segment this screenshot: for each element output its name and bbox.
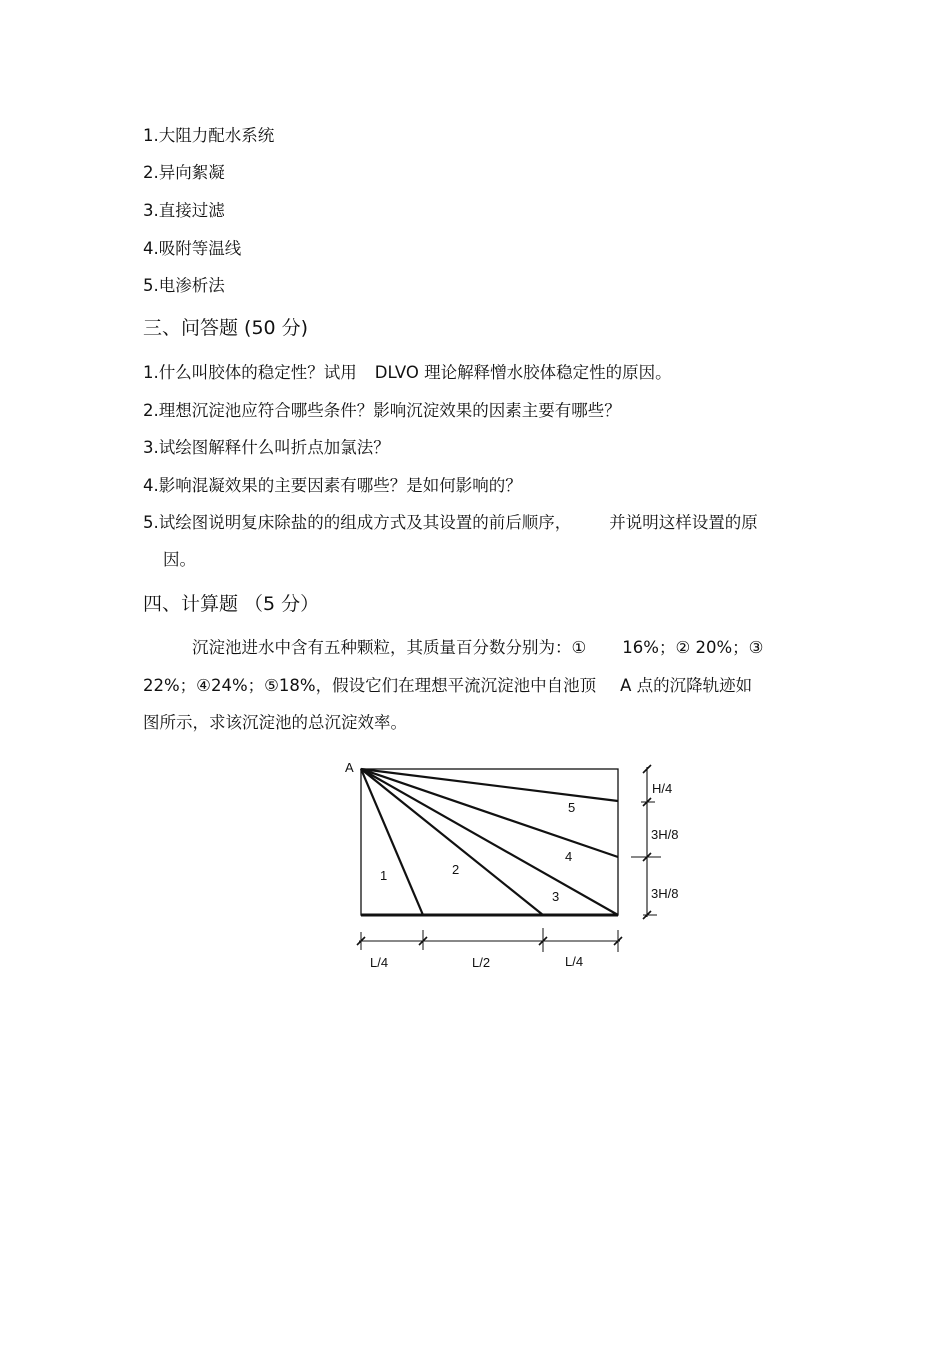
height-dim-label-2: 3H/8 bbox=[651, 827, 679, 842]
question-1-part-a: 1.什么叫胶体的稳定性？试用 bbox=[143, 363, 357, 382]
question-5-part-a: 5.试绘图说明复床除盐的的组成方式及其设置的前后顺序， bbox=[143, 513, 572, 532]
length-dim-label-1: L/4 bbox=[370, 955, 389, 970]
trajectory-5 bbox=[361, 769, 618, 801]
question-4: 4.影响混凝效果的主要因素有哪些？是如何影响的？ bbox=[143, 476, 522, 495]
section3-heading: 三、问答题 (50 分) bbox=[143, 317, 309, 339]
term-3: 3.直接过滤 bbox=[143, 201, 225, 220]
length-dim-label-2: L/2 bbox=[472, 955, 491, 970]
question-3: 3.试绘图解释什么叫折点加氯法？ bbox=[143, 438, 390, 457]
term-4: 4.吸附等温线 bbox=[143, 239, 242, 258]
question-2: 2.理想沉淀池应符合哪些条件？影响沉淀效果的因素主要有哪些？ bbox=[143, 401, 621, 420]
length-dim-label-3: L/4 bbox=[565, 954, 584, 969]
problem-line-2-part-b: A 点的沉降轨迹如 bbox=[620, 676, 753, 695]
height-dim-label-1: H/4 bbox=[652, 781, 673, 796]
problem-line-1-part-a: 沉淀池进水中含有五种颗粒，其质量百分数分别为：① bbox=[192, 638, 587, 657]
trajectory-label-3: 3 bbox=[552, 889, 560, 904]
problem-line-1-part-b: 16%；② 20%；③ bbox=[622, 638, 764, 657]
trajectory-label-2: 2 bbox=[452, 862, 460, 877]
trajectory-1 bbox=[361, 769, 423, 915]
point-a-label: A bbox=[345, 760, 354, 775]
height-dim-label-3: 3H/8 bbox=[651, 886, 679, 901]
trajectory-3 bbox=[361, 769, 618, 915]
trajectory-label-1: 1 bbox=[380, 868, 388, 883]
problem-line-3: 图所示，求该沉淀池的总沉淀效率。 bbox=[143, 713, 407, 732]
question-1-part-b: DLVO 理论解释憎水胶体稳定性的原因。 bbox=[374, 363, 672, 382]
term-2: 2.异向絮凝 bbox=[143, 163, 225, 182]
term-5: 5.电渗析法 bbox=[143, 276, 225, 295]
section4-heading: 四、计算题 （5 分） bbox=[143, 593, 320, 615]
trajectory-4 bbox=[361, 769, 618, 857]
question-5-part-b: 并说明这样设置的原 bbox=[609, 513, 758, 532]
term-1: 1.大阻力配水系统 bbox=[143, 126, 275, 145]
question-5-continuation: 因。 bbox=[163, 550, 196, 569]
trajectory-2 bbox=[361, 769, 543, 915]
trajectory-label-4: 4 bbox=[565, 849, 573, 864]
problem-line-2-part-a: 22%；④24%；⑤18%，假设它们在理想平流沉淀池中自池顶 bbox=[143, 676, 597, 695]
trajectory-label-5: 5 bbox=[568, 800, 576, 815]
